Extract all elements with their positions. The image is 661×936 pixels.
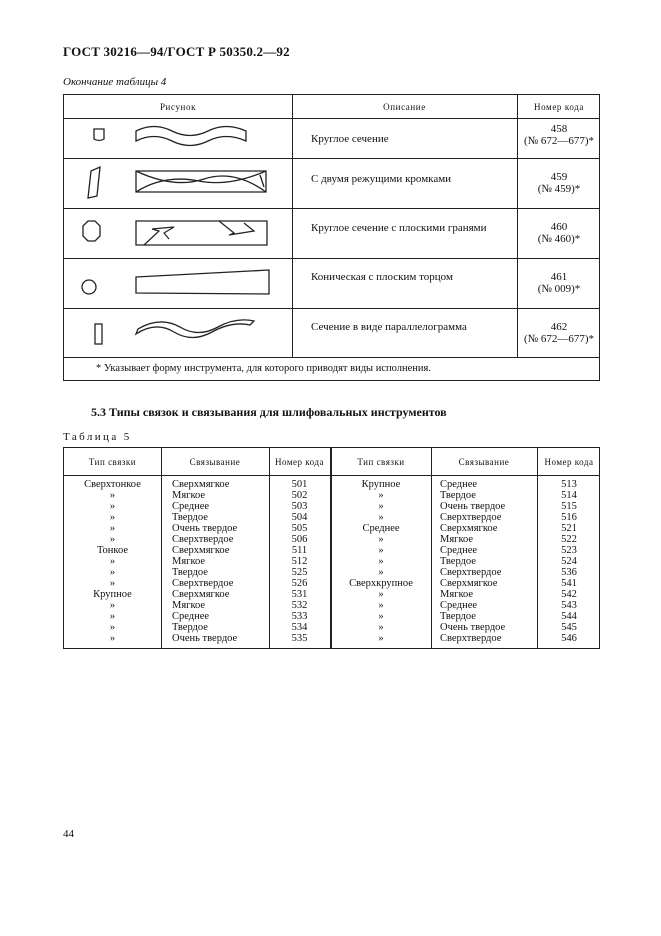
row3-description: Круглое сечение с плоскими гранями [311, 222, 487, 234]
header-description: Описание [383, 101, 426, 112]
right-codes: 513 514 515 516 521 522 523 524 536 541 542 543 544 545 546 [561, 479, 577, 644]
row5-code: 462 (№ 672—677)* [523, 321, 595, 345]
document-header: ГОСТ 30216—94/ГОСТ Р 50350.2—92 [63, 44, 290, 59]
header-bond-type-right: Тип связки [357, 456, 405, 467]
header-code-left: Номер кода [275, 456, 324, 467]
table-4-caption: Окончание таблицы 4 [63, 76, 167, 88]
table-4-footnote: * Указывает форму инструмента, для которого приводят виды исполнения. [96, 363, 431, 374]
right-bondings: Среднее Твердое Очень твердое Сверхтвердое Сверхмягкое Мягкое Среднее Твердое Сверхтвердое Сверхмягкое Мягкое Среднее Твердое Очень твердое Сверхтвердое [440, 479, 506, 644]
row4-description: Коническая с плоским торцом [311, 271, 453, 283]
header-code-right: Номер кода [544, 456, 594, 467]
left-bond-types: Сверхтонкое » » » » » Тонкое » » » Крупное » » » » [84, 479, 141, 644]
figure-conical-flat-end [64, 259, 292, 308]
row1-description: Круглое сечение [311, 133, 389, 145]
header-bonding-right: Связывание [458, 456, 510, 467]
row3-code: 460 (№ 460)* [537, 221, 581, 245]
section-heading: 5.3 Типы связок и связывания для шлифовальных инструментов [91, 405, 447, 419]
left-bondings: Сверхмягкое Мягкое Среднее Твердое Очень твердое Сверхтвердое Сверхмягкое Мягкое Твердое Сверхтвердое Сверхмягкое Мягкое Среднее Твердое Очень твердое [172, 479, 238, 644]
header-code: Номер кода [534, 101, 584, 112]
page-number: 44 [63, 828, 74, 840]
row4-code: 461 (№ 009)* [537, 271, 581, 295]
row2-description: С двумя режущими кромками [311, 173, 452, 185]
row1-code: 458 (№ 672—677)* [523, 123, 595, 147]
left-codes: 501 502 503 504 505 506 511 512 525 526 531 532 533 534 535 [291, 479, 308, 644]
table-5-caption: Таблица 5 [63, 431, 132, 443]
row5-description: Сечение в виде параллелограмма [311, 321, 467, 333]
header-bonding-left: Связывание [189, 456, 241, 467]
header-figure: Рисунок [159, 101, 197, 112]
header-bond-type-left: Тип связки [88, 456, 137, 467]
right-bond-types: Крупное » » » Среднее » » » » Сверхкрупное » » » » » [349, 479, 413, 644]
figure-two-cutting-edges [64, 159, 292, 208]
figure-parallelogram-section [64, 309, 292, 357]
row2-code: 459 (№ 459)* [537, 171, 581, 195]
figure-round-flat-faces [64, 209, 292, 258]
figure-round-section-drill [64, 119, 292, 158]
table-4 [63, 94, 600, 381]
table-5 [63, 447, 600, 649]
